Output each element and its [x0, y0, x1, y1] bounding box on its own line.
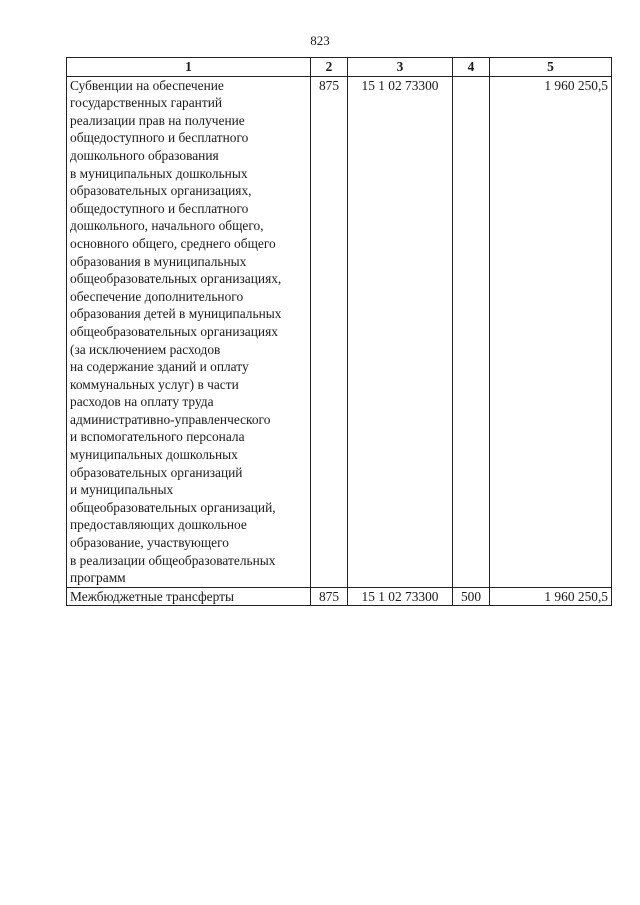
- description-line: образования детей в муниципальных: [70, 306, 282, 322]
- row-amount: 1 960 250,5: [490, 76, 612, 587]
- description-line: и вспомогательного персонала: [70, 429, 245, 445]
- description-line: общедоступного и бесплатного: [70, 200, 249, 216]
- description-line: административно-управленческого: [70, 411, 271, 427]
- column-header-5: 5: [490, 58, 612, 77]
- description-line: общеобразовательных организациях: [70, 323, 278, 339]
- header-row: [67, 58, 612, 77]
- description-line: и муниципальных: [70, 482, 174, 498]
- description-line: Субвенции на обеспечение: [70, 77, 224, 93]
- description-line: обеспечение дополнительного: [70, 288, 244, 304]
- description-line: образование, участвующего: [70, 535, 229, 551]
- row-expense-type: 500: [453, 587, 490, 606]
- table-body: [67, 76, 612, 606]
- column-header-4: 4: [453, 58, 490, 77]
- row-description: [67, 76, 311, 587]
- row-chapter-code: 875: [311, 76, 348, 587]
- description-line: общедоступного и бесплатного: [70, 130, 249, 146]
- row-chapter-code: 875: [311, 587, 348, 606]
- row-target-article: 15 1 02 73300: [348, 76, 453, 587]
- description-line: общеобразовательных организаций,: [70, 499, 276, 515]
- description-line: муниципальных дошкольных: [70, 447, 238, 463]
- description-line: реализации прав на получение: [70, 112, 245, 128]
- table-header: [67, 58, 612, 77]
- description-line: образовательных организациях,: [70, 183, 252, 199]
- description-line: в муниципальных дошкольных: [70, 165, 248, 181]
- description-line: основного общего, среднего общего: [70, 235, 276, 251]
- description-line: программ: [70, 570, 126, 586]
- table-row: [67, 587, 612, 606]
- column-header-1: 1: [67, 58, 311, 77]
- description-line: предоставляющих дошкольное: [70, 517, 247, 533]
- description-line: образования в муниципальных: [70, 253, 247, 269]
- budget-table: [66, 57, 612, 606]
- row-target-article: 15 1 02 73300: [348, 587, 453, 606]
- page-number: 823: [310, 33, 330, 48]
- description-line: образовательных организаций: [70, 464, 243, 480]
- description-line: расходов на оплату труда: [70, 394, 214, 410]
- description-line: коммунальных услуг) в части: [70, 376, 239, 392]
- description-line: государственных гарантий: [70, 95, 223, 111]
- row-description: Межбюджетные трансферты: [67, 587, 311, 606]
- description-line: общеобразовательных организациях,: [70, 271, 282, 287]
- column-header-3: 3: [348, 58, 453, 77]
- row-expense-type: [453, 76, 490, 587]
- description-line: дошкольного образования: [70, 147, 219, 163]
- column-header-2: 2: [311, 58, 348, 77]
- table-row: [67, 76, 612, 587]
- description-line: дошкольного, начального общего,: [70, 218, 264, 234]
- description-line: (за исключением расходов: [70, 341, 221, 357]
- description-line: в реализации общеобразовательных: [70, 552, 276, 568]
- row-amount: 1 960 250,5: [490, 587, 612, 606]
- description-line: на содержание зданий и оплату: [70, 359, 249, 375]
